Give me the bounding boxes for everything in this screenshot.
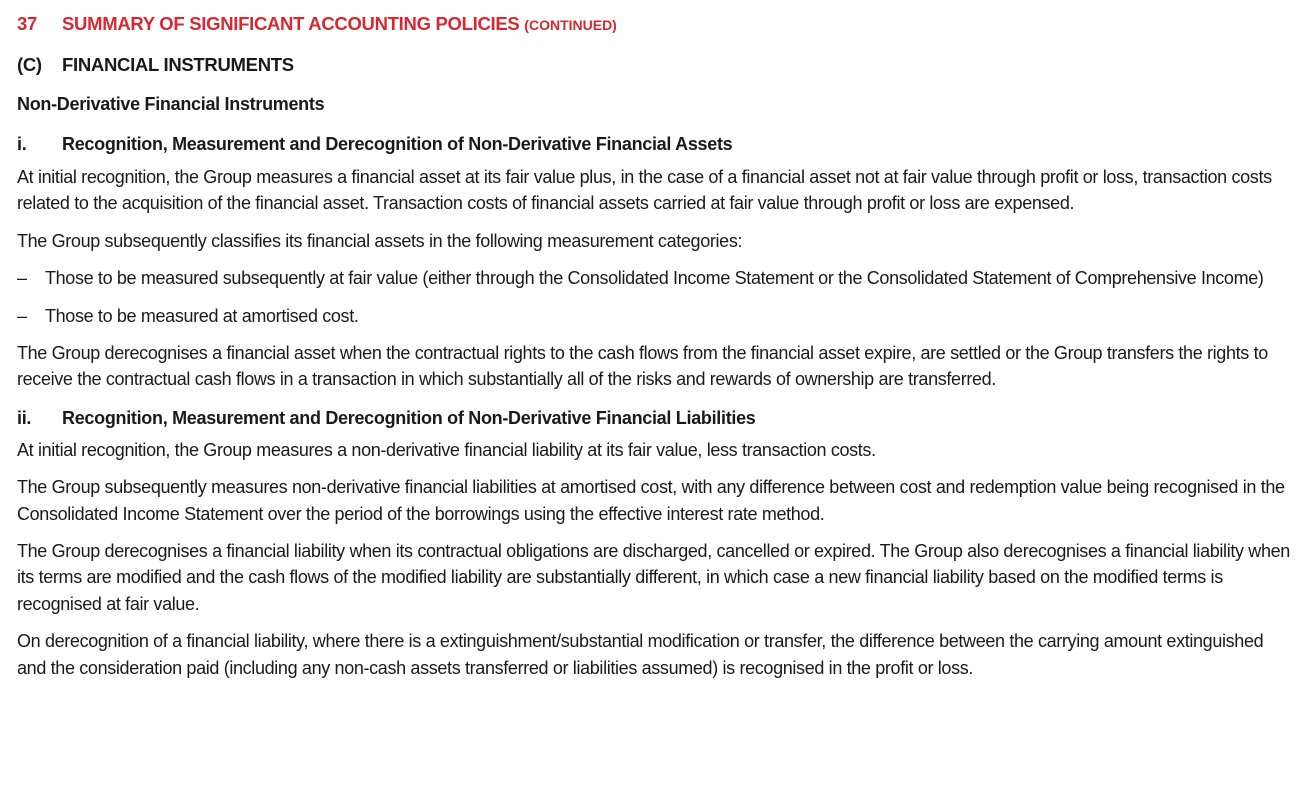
list-item-text: Those to be measured subsequently at fair value (either through the Consolidated Income Statement or the Consolidated Statement of Comprehensive Income)	[45, 268, 1264, 289]
part-ii-paragraph-1: At initial recognition, the Group measures a non-derivative financial liability at its fair value, less transaction costs.	[17, 439, 876, 460]
section-title: SUMMARY OF SIGNIFICANT ACCOUNTING POLICIES	[62, 13, 520, 34]
subsection-tag: (C)	[17, 54, 42, 75]
list-item	[17, 303, 1292, 329]
subsection-heading	[17, 54, 1292, 76]
list-item	[17, 265, 1292, 291]
part-ii-paragraph-4: On derecognition of a financial liability, where there is a extinguishment/substantial modification or transfer, the difference between the carrying amount extinguished and the consideration paid (including any non-cash assets transferred or liabilities assumed) is recognised in the profit or loss.	[17, 631, 1264, 678]
part-i-paragraph-2: The Group subsequently classifies its financial assets in the following measurement categories:	[17, 230, 743, 251]
topic-heading: Non-Derivative Financial Instruments	[17, 94, 325, 114]
part-i-paragraph-1: At initial recognition, the Group measures a financial asset at its fair value plus, in the case of a financial asset not at fair value through profit or loss, transaction costs related to the acquisition of the financial asset. Transaction costs of financial assets carried at fair value through profit or loss are expensed.	[17, 167, 1272, 214]
part-ii-heading	[17, 407, 1292, 429]
continued-label: (CONTINUED)	[524, 17, 617, 33]
part-ii-tag: ii.	[17, 407, 32, 428]
part-i-heading	[17, 133, 1292, 155]
dash-marker: –	[17, 268, 27, 289]
part-ii-title: Recognition, Measurement and Derecognition of Non-Derivative Financial Liabilities	[62, 407, 756, 428]
part-ii-paragraph-2: The Group subsequently measures non-derivative financial liabilities at amortised cost, with any difference between cost and redemption value being recognised in the Consolidated Income Statement over the period of the borrowings using the effective interest rate method.	[17, 477, 1285, 524]
list-item-text: Those to be measured at amortised cost.	[45, 305, 359, 326]
dash-marker: –	[17, 305, 27, 326]
part-i-paragraph-3: The Group derecognises a financial asset when the contractual rights to the cash flows from the financial asset expire, are settled or the Group transfers the rights to receive the contractual cash flows in a transaction in which substantially all of the risks and rewards of ownership are transferred.	[17, 343, 1268, 390]
section-header	[17, 12, 1292, 37]
part-i-title: Recognition, Measurement and Derecognition of Non-Derivative Financial Assets	[62, 134, 733, 154]
part-ii-paragraph-3: The Group derecognises a financial liability when its contractual obligations are discharged, cancelled or expired. The Group also derecognises a financial liability when its terms are modified and the cash flows of the modified liability are substantially different, in which case a new financial liability based on the modified terms is recognised at fair value.	[17, 541, 1290, 614]
part-i-tag: i.	[17, 134, 27, 154]
subsection-title: FINANCIAL INSTRUMENTS	[62, 54, 294, 75]
section-number: 37	[17, 13, 37, 34]
